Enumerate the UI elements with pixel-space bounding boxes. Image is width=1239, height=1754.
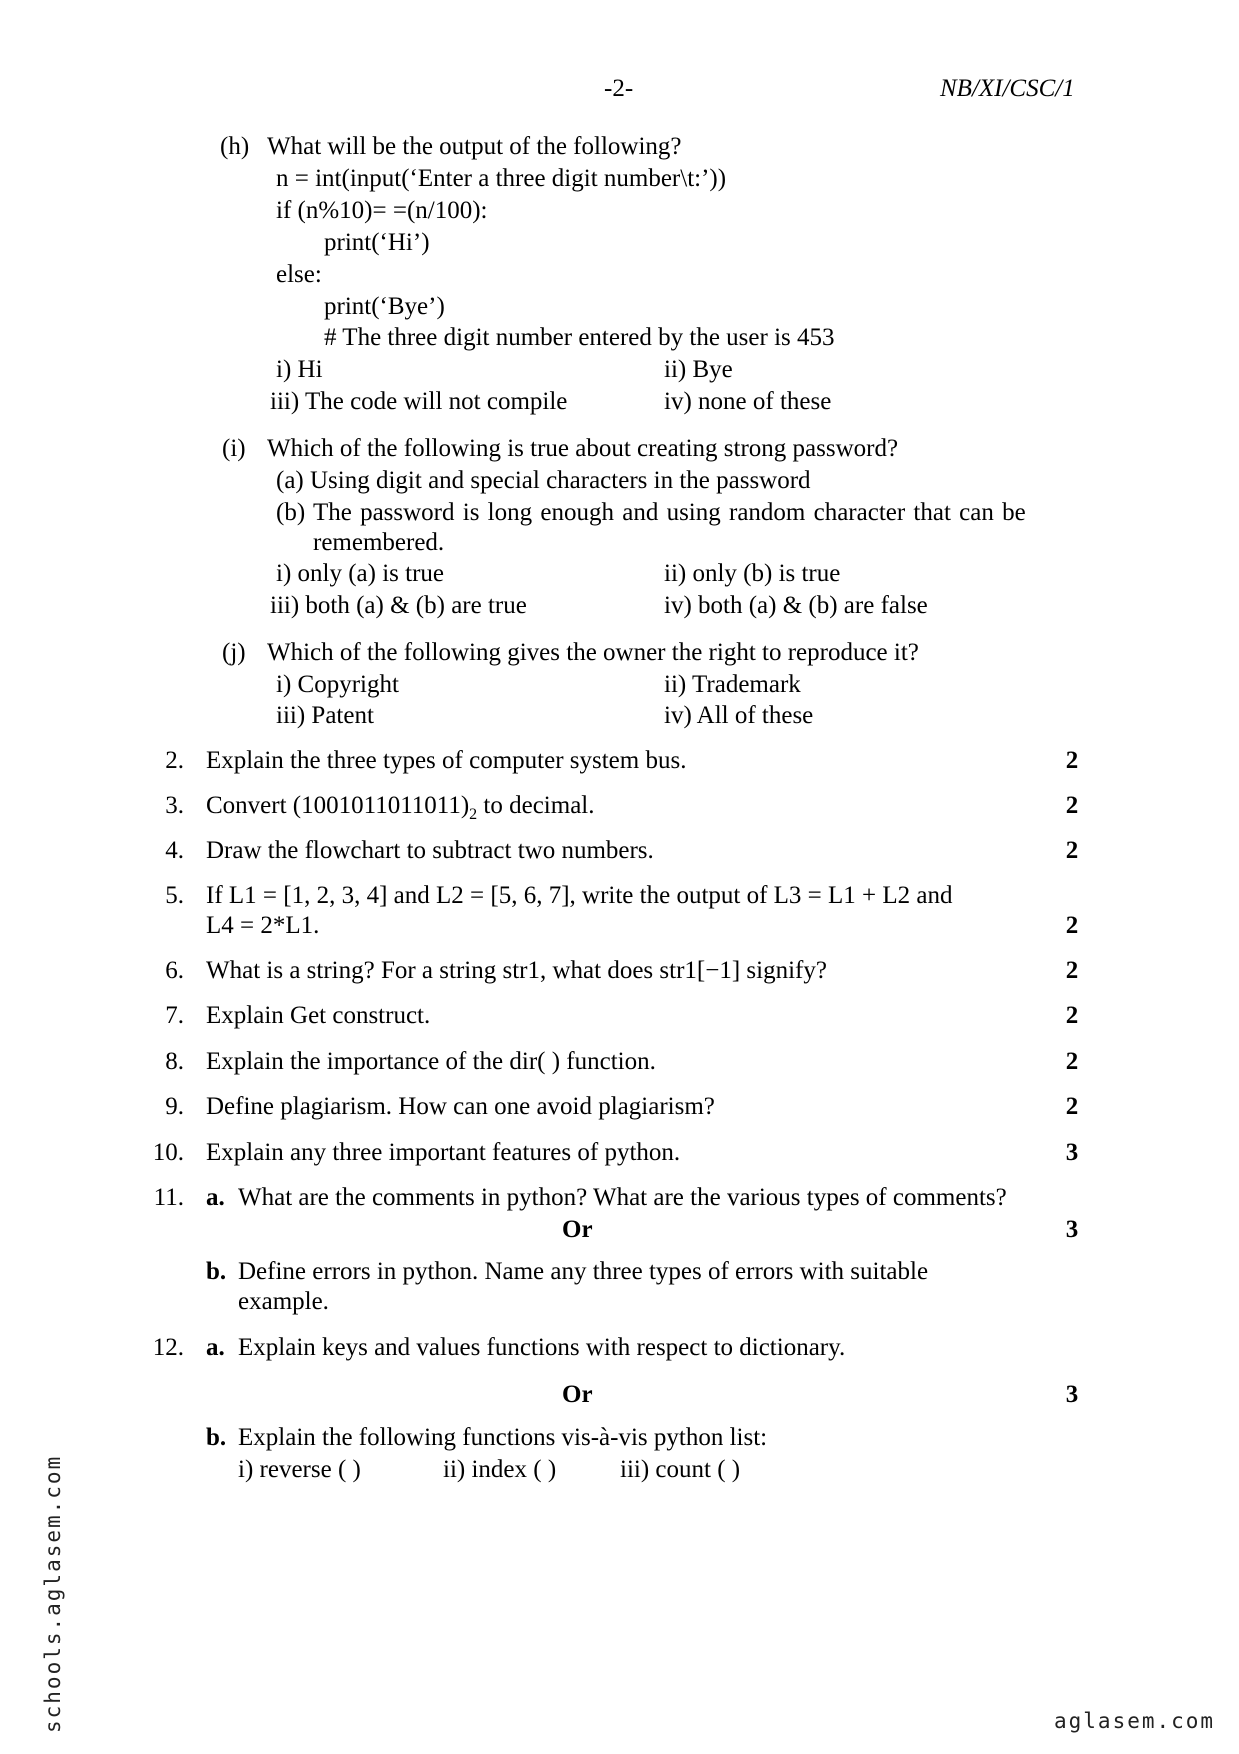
part-label: b. [206,1424,227,1451]
part-b-text-continued: example. [238,1288,329,1315]
marks: 2 [1065,1048,1079,1075]
question-label: (h) [220,133,250,160]
page-number: -2- [604,75,634,102]
code-line: else: [276,261,322,288]
code-line: n = int(input(‘Enter a three digit number\t:’)) [276,165,727,192]
question-text: What is a string? For a string str1, what does str1[−1] signify? [206,957,827,984]
list-item: iii) count ( ) [620,1456,741,1483]
list-item: i) reverse ( ) [238,1456,361,1483]
marks: 3 [1065,1381,1079,1408]
watermark-right: aglasem.com [1054,1709,1216,1733]
option: ii) Bye [664,356,733,383]
marks: 3 [1065,1216,1079,1243]
part-a-text: Explain keys and values functions with respect to dictionary. [238,1334,846,1361]
question-number: 6. [165,957,184,984]
marks: 3 [1065,1139,1079,1166]
option: iv) both (a) & (b) are false [664,592,928,619]
question-text: Explain the three types of computer system bus. [206,747,687,774]
marks: 2 [1065,912,1079,939]
question-number: 5. [165,882,184,909]
question-text: Convert $(1001011011011)_2$ to decimal. [206,792,595,823]
question-text: Draw the flowchart to subtract two numbers. [206,837,654,864]
question-number: 9. [165,1093,184,1120]
marks: 2 [1065,957,1079,984]
marks: 2 [1065,837,1079,864]
statement-b: (b) The password is long enough and using random character that can be [276,499,1026,526]
document-code: NB/XI/CSC/1 [940,75,1075,102]
question-number: 12. [152,1334,184,1361]
option: i) Copyright [276,671,399,698]
question-text: If L1 = [1, 2, 3, 4] and L2 = [5, 6, 7], write the output of L3 = L1 + L2 and [206,882,953,909]
list-item: ii) index ( ) [443,1456,557,1483]
question-number: 7. [165,1002,184,1029]
question-number: 10. [152,1139,184,1166]
option: ii) Trademark [664,671,801,698]
question-text: Explain any three important features of python. [206,1139,681,1166]
question-number: 11. [153,1184,184,1211]
question-number: 4. [165,837,184,864]
question-text-continued: L4 = 2*L1. [206,912,320,939]
watermark-left: schools.aglasem.com [41,1454,65,1733]
or-separator: Or [562,1381,593,1408]
part-label: b. [206,1258,227,1285]
code-line: print(‘Bye’) [324,293,445,320]
question-text: Which of the following is true about creating strong password? [267,435,899,462]
code-line: if (n%10)= =(n/100): [276,197,488,224]
option: iv) none of these [664,388,832,415]
question-text: Explain Get construct. [206,1002,431,1029]
option: iii) Patent [276,702,374,729]
or-separator: Or [562,1216,593,1243]
question-number: 8. [165,1048,184,1075]
statement-b-continued: remembered. [313,529,445,556]
code-comment: # The three digit number entered by the user is 453 [324,324,835,351]
subscript: 2 [469,806,478,823]
option: iii) both (a) & (b) are true [270,592,527,619]
option: i) Hi [276,356,323,383]
part-b-text: Define errors in python. Name any three types of errors with suitable [238,1258,929,1285]
option: iii) The code will not compile [270,388,568,415]
part-label: a. [206,1184,225,1211]
question-number: 2. [165,747,184,774]
marks: 2 [1065,1002,1079,1029]
question-text: What will be the output of the following? [267,133,682,160]
question-label: (j) [222,639,246,666]
part-a-text: What are the comments in python? What are the various types of comments? [238,1184,1007,1211]
option: iv) All of these [664,702,814,729]
statement-a: (a) Using digit and special characters in the password [276,467,811,494]
question-text: Explain the importance of the dir( ) function. [206,1048,656,1075]
marks: 2 [1065,1093,1079,1120]
question-text: Define plagiarism. How can one avoid plagiarism? [206,1093,715,1120]
marks: 2 [1065,792,1079,819]
part-b-text: Explain the following functions vis-à-vis python list: [238,1424,768,1451]
part-label: a. [206,1334,225,1361]
option: i) only (a) is true [276,560,445,587]
question-number: 3. [165,792,184,819]
code-line: print(‘Hi’) [324,229,430,256]
option: ii) only (b) is true [664,560,841,587]
marks: 2 [1065,747,1079,774]
question-label: (i) [222,435,246,462]
question-text: Which of the following gives the owner the right to reproduce it? [267,639,919,666]
